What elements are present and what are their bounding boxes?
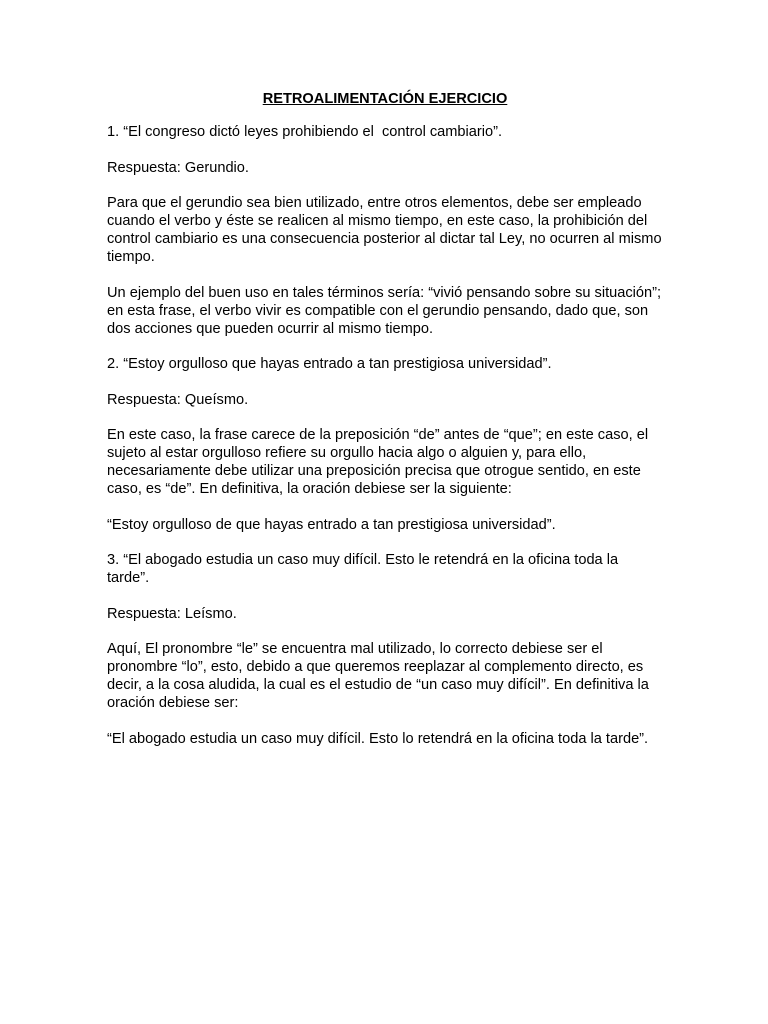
explanation-1: Para que el gerundio sea bien utilizado, entre otros elementos, debe ser empleado cuando el verbo y éste se realicen al mismo tiempo, en este caso, la prohibición del control cambiario es una consecuencia posterior al dictar tal Ley, no ocurren al mismo tiempo. — [107, 195, 666, 265]
answer-3: Respuesta: Leísmo. — [107, 605, 237, 622]
explanation-3: Aquí, El pronombre “le” se encuentra mal utilizado, lo correcto debiese ser el pronombre “lo”, esto, debido a que queremos reeplazar al complemento directo, es decir, a la cosa aludida, la cual es el estudio de “un caso muy difícil”. En definitiva la oración debiese ser: — [107, 641, 653, 711]
corrected-sentence-2: “Estoy orgulloso de que hayas entrado a tan prestigiosa universidad”. — [107, 516, 556, 533]
answer-1: Respuesta: Gerundio. — [107, 159, 249, 176]
answer-2: Respuesta: Queísmo. — [107, 391, 249, 408]
document-title: RETROALIMENTACIÓN EJERCICIO — [262, 91, 508, 107]
question-2: 2. “Estoy orgulloso que hayas entrado a tan prestigiosa universidad”. — [107, 356, 552, 372]
example-1: Un ejemplo del buen uso en tales términos sería: “vivió pensando sobre su situación”; en esta frase, el verbo vivir es compatible con el gerundio pensando, dado que, son dos acciones que pueden ocurrir al mismo tiempo. — [107, 284, 666, 337]
corrected-sentence-3: “El abogado estudia un caso muy difícil. Esto lo retendrá en la oficina toda la tarde”. — [107, 730, 649, 747]
question-1: 1. “El congreso dictó leyes prohibiendo el control cambiario”. — [107, 124, 503, 140]
document-page — [107, 90, 666, 765]
explanation-2: En este caso, la frase carece de la preposición “de” antes de “que”; en este caso, el sujeto al estar orgulloso refiere su orgullo hacia algo o alguien y, para ello, necesariamente debe utilizar una preposición precisa que otrogue sentido, en este caso, es “de”. En definitiva, la oración debiese ser la siguiente: — [107, 427, 653, 497]
question-3: 3. “El abogado estudia un caso muy difícil. Esto le retendrá en la oficina toda la tarde”. — [107, 552, 623, 586]
